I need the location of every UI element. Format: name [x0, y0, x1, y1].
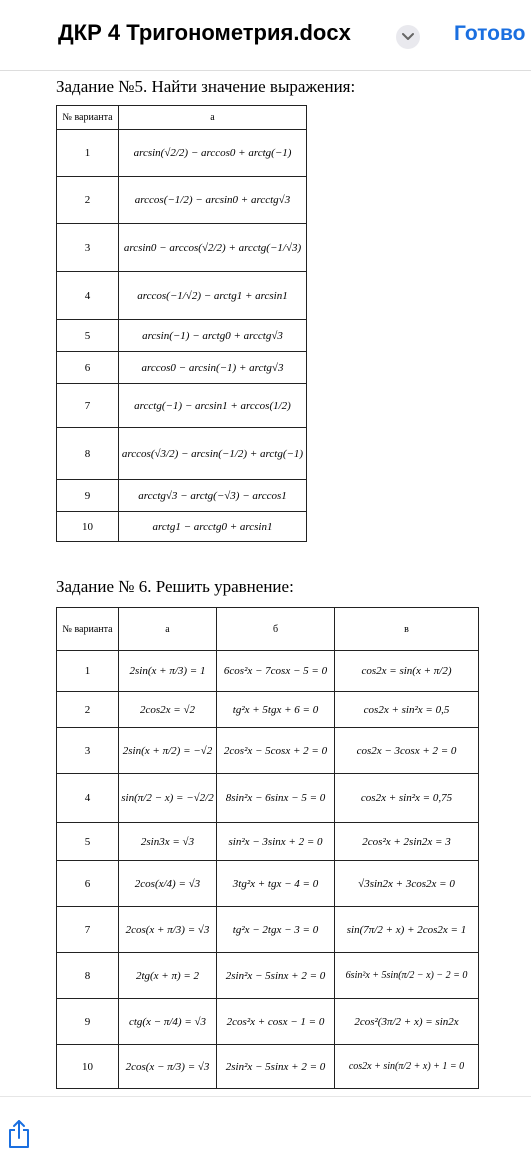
variant-number: 9: [57, 480, 119, 512]
equation-cell-c: cos2x + sin²x = 0,75: [335, 774, 479, 823]
equation-cell-a: 2cos2x = √2: [119, 692, 217, 728]
equation-cell-c: cos2x − 3cosx + 2 = 0: [335, 728, 479, 774]
share-icon: [6, 1119, 32, 1149]
table-row: [57, 480, 307, 512]
equation-cell-b: tg²x + 5tgx + 6 = 0: [217, 692, 335, 728]
task6-heading: Задание № 6. Решить уравнение:: [56, 577, 294, 596]
equation-cell-a: 2tg(x + π) = 2: [119, 953, 217, 999]
table-row: [57, 651, 479, 692]
equation-cell-c: √3sin2x + 3cos2x = 0: [335, 861, 479, 907]
table-row: [57, 999, 479, 1045]
variant-number: 10: [57, 512, 119, 542]
column-header: № варианта: [57, 106, 119, 130]
equation-cell-a: 2cos(x/4) = √3: [119, 861, 217, 907]
equation-cell-c: 2cos²(3π/2 + x) = sin2x: [335, 999, 479, 1045]
equation-cell-c: 2cos²x + 2sin2x = 3: [335, 823, 479, 861]
equation-cell-a: ctg(x − π/4) = √3: [119, 999, 217, 1045]
equation-cell-a: 2cos(x − π/3) = √3: [119, 1045, 217, 1089]
table-row: [57, 907, 479, 953]
chevron-down-icon: [402, 32, 414, 42]
table-row: [57, 352, 307, 384]
bottom-toolbar: [0, 1096, 531, 1153]
variant-number: 1: [57, 651, 119, 692]
variant-number: 2: [57, 692, 119, 728]
equation-cell-b: 2cos²x − 5cosx + 2 = 0: [217, 728, 335, 774]
column-header: а: [119, 106, 307, 130]
variant-number: 6: [57, 861, 119, 907]
variant-number: 6: [57, 352, 119, 384]
expression-cell: arcctg√3 − arctg(−√3) − arccos1: [119, 480, 307, 512]
expression-cell: arctg1 − arcctg0 + arcsin1: [119, 512, 307, 542]
equation-cell-b: 2sin²x − 5sinx + 2 = 0: [217, 1045, 335, 1089]
column-header: в: [335, 608, 479, 651]
table-header-row: [57, 106, 307, 130]
expression-cell: arccos(√3/2) − arcsin(−1/2) + arctg(−1): [119, 428, 307, 480]
table-row: [57, 692, 479, 728]
column-header: а: [119, 608, 217, 651]
equation-cell-a: 2sin(x + π/3) = 1: [119, 651, 217, 692]
variant-number: 9: [57, 999, 119, 1045]
table-row: [57, 953, 479, 999]
equation-cell-c: sin(7π/2 + x) + 2cos2x = 1: [335, 907, 479, 953]
equation-cell-c: cos2x = sin(x + π/2): [335, 651, 479, 692]
equation-cell-b: 8sin²x − 6sinx − 5 = 0: [217, 774, 335, 823]
variant-number: 3: [57, 224, 119, 272]
table-header-row: [57, 608, 479, 651]
equation-cell-b: 3tg²x + tgx − 4 = 0: [217, 861, 335, 907]
equation-cell-a: sin(π/2 − x) = −√2/2: [119, 774, 217, 823]
variant-number: 5: [57, 320, 119, 352]
document-title: ДКР 4 Тригонометрия.docx: [58, 20, 351, 45]
table-row: [57, 823, 479, 861]
equation-cell-c: cos2x + sin(π/2 + x) + 1 = 0: [335, 1045, 479, 1089]
table-row: [57, 177, 307, 224]
variant-number: 7: [57, 384, 119, 428]
table-row: [57, 320, 307, 352]
expression-cell: arcsin(−1) − arctg0 + arcctg√3: [119, 320, 307, 352]
equation-cell-c: 6sin²x + 5sin(π/2 − x) − 2 = 0: [335, 953, 479, 999]
expression-cell: arcctg(−1) − arcsin1 + arccos(1/2): [119, 384, 307, 428]
variant-number: 8: [57, 953, 119, 999]
variant-number: 5: [57, 823, 119, 861]
variant-number: 3: [57, 728, 119, 774]
expression-cell: arccos0 − arcsin(−1) + arctg√3: [119, 352, 307, 384]
expression-cell: arcsin0 − arccos(√2/2) + arcctg(−1/√3): [119, 224, 307, 272]
table-row: [57, 1045, 479, 1089]
equation-cell-b: 2cos²x + cosx − 1 = 0: [217, 999, 335, 1045]
title-menu-button[interactable]: [396, 25, 420, 49]
table-row: [57, 512, 307, 542]
expression-cell: arccos(−1/2) − arcsin0 + arcctg√3: [119, 177, 307, 224]
equation-cell-b: sin²x − 3sinx + 2 = 0: [217, 823, 335, 861]
equation-cell-c: cos2x + sin²x = 0,5: [335, 692, 479, 728]
equation-cell-a: 2sin(x + π/2) = −√2: [119, 728, 217, 774]
variant-number: 4: [57, 272, 119, 320]
table-row: [57, 224, 307, 272]
expression-cell: arccos(−1/√2) − arctg1 + arcsin1: [119, 272, 307, 320]
task5-heading: Задание №5. Найти значение выражения:: [56, 77, 356, 96]
table-row: [57, 861, 479, 907]
task5-table: [56, 105, 307, 542]
table-row: [57, 774, 479, 823]
equation-cell-b: 6cos²x − 7cosx − 5 = 0: [217, 651, 335, 692]
done-button[interactable]: Готово: [454, 22, 526, 45]
document-page: [0, 71, 531, 1096]
table-row: [57, 728, 479, 774]
table-row: [57, 130, 307, 177]
variant-number: 2: [57, 177, 119, 224]
task6-table: [56, 607, 479, 1089]
table-row: [57, 428, 307, 480]
equation-cell-a: 2cos(x + π/3) = √3: [119, 907, 217, 953]
variant-number: 10: [57, 1045, 119, 1089]
column-header: № варианта: [57, 608, 119, 651]
share-button[interactable]: [6, 1119, 32, 1154]
equation-cell-b: tg²x − 2tgx − 3 = 0: [217, 907, 335, 953]
variant-number: 8: [57, 428, 119, 480]
expression-cell: arcsin(√2/2) − arccos0 + arctg(−1): [119, 130, 307, 177]
table-row: [57, 272, 307, 320]
equation-cell-a: 2sin3x = √3: [119, 823, 217, 861]
variant-number: 1: [57, 130, 119, 177]
column-header: б: [217, 608, 335, 651]
variant-number: 4: [57, 774, 119, 823]
top-bar: [0, 0, 531, 71]
table-row: [57, 384, 307, 428]
equation-cell-b: 2sin²x − 5sinx + 2 = 0: [217, 953, 335, 999]
variant-number: 7: [57, 907, 119, 953]
